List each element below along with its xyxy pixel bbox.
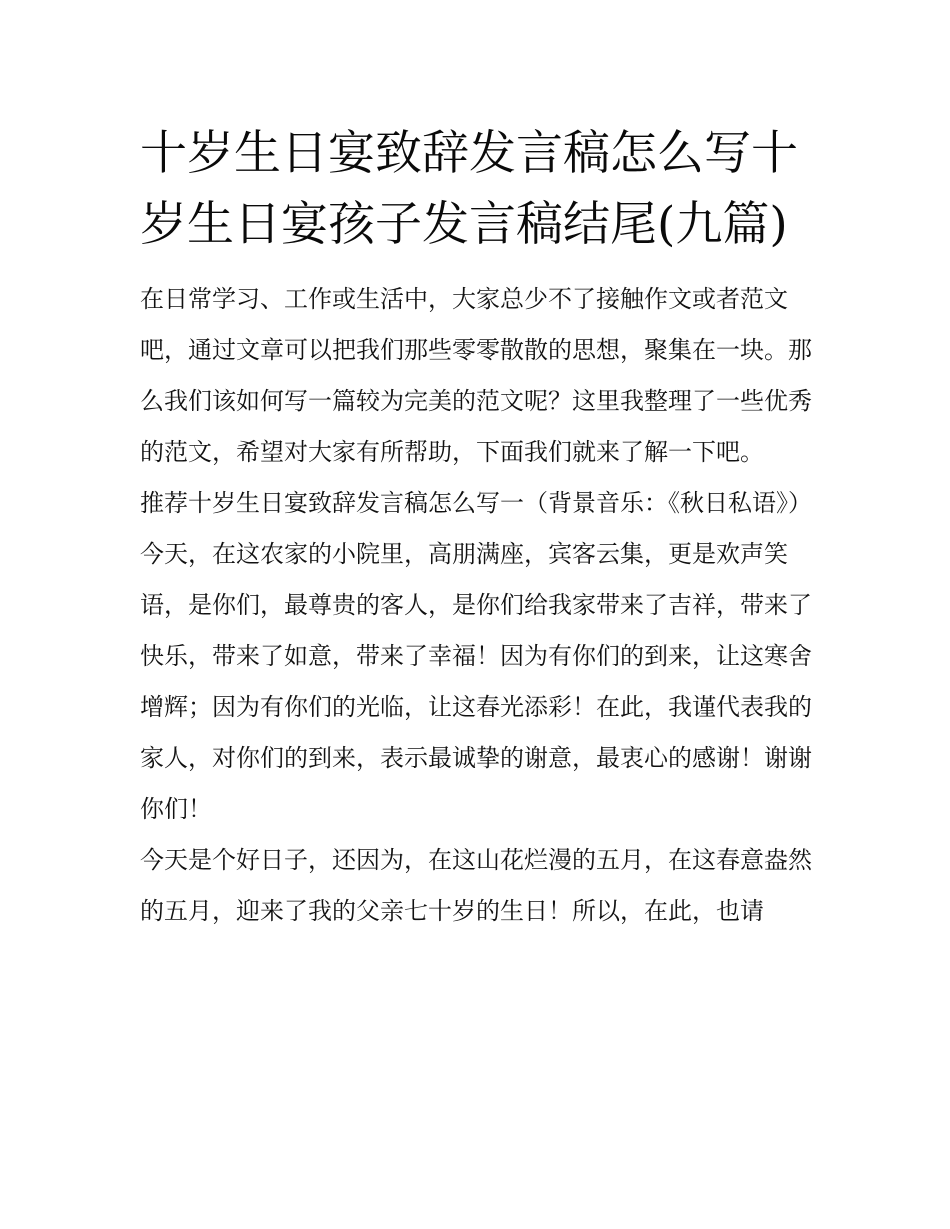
body-paragraph: 今天，在这农家的小院里，高朋满座，宾客云集，更是欢声笑语，是你们，最尊贵的客人，是你们给我家带来了吉祥，带来了快乐，带来了如意，带来了幸福！因为有你们的到来，让这寒舍增辉；因为有你们的光临，让这春光添彩！在此，我谨代表我的家人，对你们的到来，表示最诚挚的谢意，最衷心的感谢！谢谢你们！ <box>140 540 812 823</box>
section-heading-paragraph: 推荐十岁生日宴致辞发言稿怎么写一（背景音乐：《秋日私语》） <box>140 489 812 517</box>
intro-paragraph: 在日常学习、工作或生活中，大家总少不了接触作文或者范文吧，通过文章可以把我们那些零零散散的思想，聚集在一块。那么我们该如何写一篇较为完美的范文呢？这里我整理了一些优秀的范文，希望对大家有所帮助，下面我们就来了解一下吧。 <box>140 285 812 466</box>
body-paragraph: 今天是个好日子，还因为，在这山花烂漫的五月，在这春意盎然的五月，迎来了我的父亲七十岁的生日！所以，在此，也请 <box>140 846 812 925</box>
document-title: 十岁生日宴致辞发言稿怎么写十岁生日宴孩子发言稿结尾(九篇) <box>140 126 798 252</box>
title-block <box>140 118 812 260</box>
document-body <box>140 118 812 937</box>
